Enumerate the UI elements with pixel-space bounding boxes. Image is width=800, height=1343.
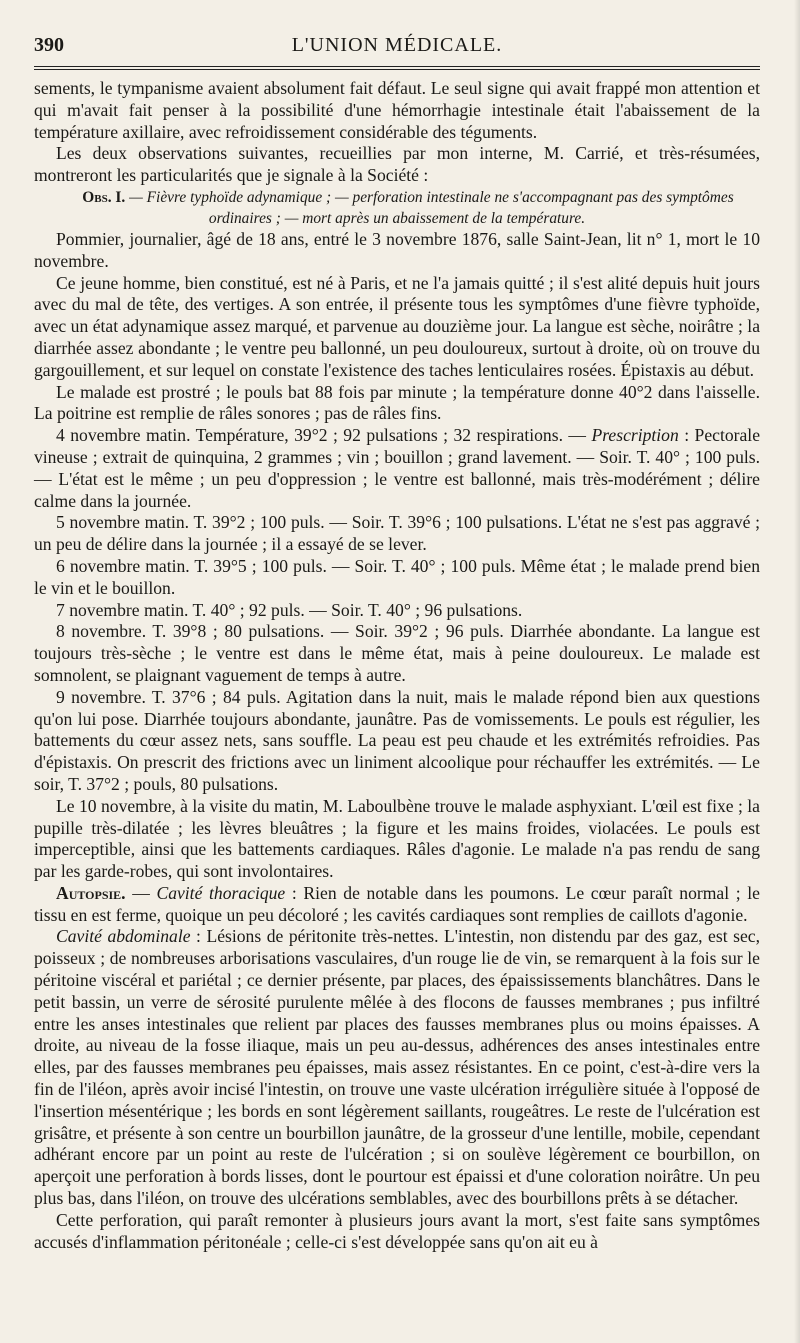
observation-title: — Fièvre typhoïde adynamique ; — perforation intestinale ne s'accompagnant pas des symptômes ordinaires ; — mort après un abaissement de la température. <box>129 188 734 227</box>
intro-paragraph-2: Les deux observations suivantes, recueillies par mon interne, M. Carrié, et très-résumées, montreront les particularités que je signale à la Société : <box>34 143 760 186</box>
intro-paragraph-1: sements, le tympanisme avaient absolument fait défaut. Le seul signe qui avait frappé mon attention et qui m'avait fait penser à la possibilité d'une hémorrhagie intestinale était l'abaissement de la température axillaire, avec refroidissement considérable des téguments. <box>34 78 760 142</box>
body-text <box>34 78 760 1253</box>
page-number: 390 <box>34 34 64 56</box>
thorax-text: : Rien de notable dans les poumons. Le cœur paraît normal ; le tissu en est ferme, quoique un peu décoloré ; les cavités cardiaques sont remplies de caillots d'agonie. <box>34 882 760 925</box>
case-paragraph-5: 5 novembre matin. T. 39°2 ; 100 puls. — Soir. T. 39°6 ; 100 pulsations. L'état ne s'est pas aggravé ; un peu de délire dans la journée ; il a essayé de se lever. <box>34 512 760 555</box>
autopsy-abdomen-paragraph <box>34 926 760 1209</box>
thorax-label: Cavité thoracique <box>156 882 286 903</box>
case-paragraph-3: Le malade est prostré ; le pouls bat 88 fois par minute ; la température donne 40°2 dans l'aisselle. La poitrine est remplie de râles sonores ; pas de râles fins. <box>34 381 760 424</box>
autopsy-final-paragraph: Cette perforation, qui paraît remonter à plusieurs jours avant la mort, s'est faite sans symptômes accusés d'inflammation péritonéale ; celle-ci s'est développée sans qu'on ait eu à <box>34 1209 760 1252</box>
page-header <box>34 28 760 62</box>
case-paragraph-10: Le 10 novembre, à la visite du matin, M. Laboulbène trouve le malade asphyxiant. L'œil est fixe ; la pupille très-dilatée ; les lèvres bleuâtres ; la figure et les mains froides, violacées. Le pouls est imperceptible, ainsi que les battements cardiaques. Râles d'agonie. Le malade n'a pas rendu de sang par les garde-robes, qui sont involontaires. <box>34 795 760 882</box>
observation-heading <box>34 187 760 229</box>
abdomen-text: : Lésions de péritonite très-nettes. L'intestin, non distendu par des gaz, est sec, poisseux ; de nombreuses arborisations vasculaires, d'un rouge lie de vin, se remarquent à la fois sur le péritoine viscéral et pariétal ; ce dernier présente, par places, des épaississements blanchâtres. Dans le petit bassin, un verre de sérosité purulente mêlée à des flocons de fausses membranes ; pus infiltré entre les anses intestinales que relient par places des fausses membranes plus ou moins épaisses. A droite, au niveau de la fosse iliaque, mais un peu au-dessus, adhérences des anses intestinales entre elles, par des fausses membranes peu épaisses, mais assez résistantes. En ce point, c'est-à-dire vers la fin de l'iléon, après avoir incisé l'intestin, on trouve une vaste ulcération irrégulière située à l'opposé de l'insertion mésentérique ; les bords en sont légèrement saillants, rougeâtres. Le reste de l'ulcération est grisâtre, et présente à son centre un bourbillon jaunâtre, de la grosseur d'une lentille, mobile, cependant adhérant encore par un point au reste de l'ulcération ; si on soulève légèrement ce bourbillon, on aperçoit une perforation à bords lisses, dont le pourtour est épaissi et d'une coloration noirâtre. Un peu plus bas, dans l'iléon, on trouve des ulcérations semblables, avec des bourbillons prêts à se détacher. <box>34 926 760 1209</box>
autopsy-dash: — <box>125 882 157 903</box>
abdomen-label: Cavité abdominale <box>56 926 191 947</box>
case-p4-text-b: : Pectorale vineuse ; extrait de quinquina, 2 grammes ; vin ; bouillon ; grand lavement. — Soir. T. 40° ; 100 puls. — L'état est le même ; un peu d'oppression ; le ventre est ballonné, mais très-modérément ; délire calme dans la journée. <box>34 425 761 511</box>
case-p4-text-a: 4 novembre matin. Température, 39°2 ; 92 pulsations ; 32 respirations. — <box>56 425 592 446</box>
case-paragraph-6: 6 novembre matin. T. 39°5 ; 100 puls. — Soir. T. 40° ; 100 puls. Même état ; le malade prend bien le vin et le bouillon. <box>34 555 760 598</box>
autopsy-thorax-paragraph <box>34 883 760 927</box>
running-title: L'UNION MÉDICALE. <box>291 34 503 56</box>
autopsy-label: Autopsie. <box>56 882 126 903</box>
case-paragraph-2: Ce jeune homme, bien constitué, est né à Paris, et ne l'a jamais quitté ; il s'est alité depuis huit jours avec du mal de tête, des vertiges. A son entrée, il présente tous les symptômes d'une fièvre typhoïde, avec un état adynamique assez marqué, et parvenue au douzième jour. La langue est sèche, noirâtre ; la diarrhée assez abondante ; le ventre peu ballonné, un peu douloureux, surtout à droite, où on trouve du gargouillement, et sur lequel on constate l'existence des taches lenticulaires rosées. Épistaxis au début. <box>34 272 760 380</box>
case-paragraph-4 <box>34 425 760 512</box>
case-paragraph-1: Pommier, journalier, âgé de 18 ans, entré le 3 novembre 1876, salle Saint-Jean, lit n° 1, mort le 10 novembre. <box>34 228 760 271</box>
observation-label: Obs. I. <box>82 188 126 206</box>
prescription-label: Prescription <box>591 425 679 446</box>
case-paragraph-8: 8 novembre. T. 39°8 ; 80 pulsations. — Soir. 39°2 ; 96 puls. Diarrhée abondante. La langue est toujours très-sèche ; le ventre est dans le même état, mais à peine douloureux. Le malade est somnolent, se plaignant vaguement de temps à autre. <box>34 621 760 685</box>
header-rule <box>34 66 760 70</box>
case-paragraph-7: 7 novembre matin. T. 40° ; 92 puls. — Soir. T. 40° ; 96 pulsations. <box>56 599 523 620</box>
case-paragraph-9: 9 novembre. T. 37°6 ; 84 puls. Agitation dans la nuit, mais le malade répond bien aux questions qu'on lui pose. Diarrhée toujours abondante, jaunâtre. Pas de vomissements. Le pouls est régulier, les battements du cœur assez nets, sans souffle. La peau est peu chaude et les extrémités refroidies. Pas d'épistaxis. On prescrit des frictions avec un liniment alcoolique pour réchauffer les extrémités. — Le soir, T. 37°2 ; pouls, 80 pulsations. <box>34 686 760 794</box>
